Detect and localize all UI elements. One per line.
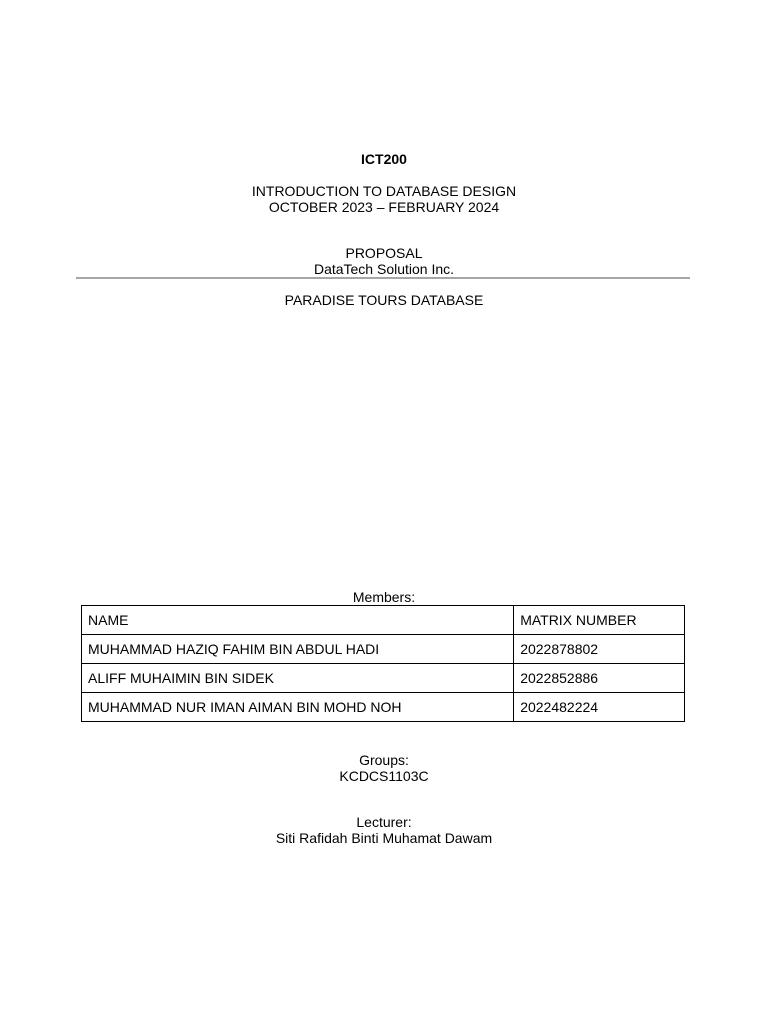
member-name: ALIFF MUHAIMIN BIN SIDEK: [82, 664, 514, 693]
member-name: MUHAMMAD HAZIQ FAHIM BIN ABDUL HADI: [82, 635, 514, 664]
company-name: DataTech Solution Inc.: [313, 261, 455, 277]
header-name: NAME: [82, 606, 514, 635]
table-row: [82, 635, 685, 664]
header-matrix-number: MATRIX NUMBER: [514, 606, 685, 635]
members-label: Members:: [352, 589, 416, 605]
table-header-row: [82, 606, 685, 635]
member-matrix-number: 2022878802: [514, 635, 685, 664]
table-row: [82, 664, 685, 693]
lecturer-name: Siti Rafidah Binti Muhamat Dawam: [275, 830, 493, 846]
lecturer-label: Lecturer:: [356, 814, 412, 830]
course-name: INTRODUCTION TO DATABASE DESIGN: [251, 183, 517, 199]
groups-label: Groups:: [359, 752, 409, 768]
group-code: KCDCS1103C: [339, 768, 429, 784]
member-name: MUHAMMAD NUR IMAN AIMAN BIN MOHD NOH: [82, 693, 514, 722]
members-table: [81, 605, 685, 722]
member-matrix-number: 2022482224: [514, 693, 685, 722]
document-type: PROPOSAL: [345, 245, 423, 261]
member-matrix-number: 2022852886: [514, 664, 685, 693]
horizontal-divider: [76, 277, 690, 279]
project-title: PARADISE TOURS DATABASE: [284, 292, 484, 308]
course-code: ICT200: [361, 151, 407, 167]
semester: OCTOBER 2023 – FEBRUARY 2024: [268, 199, 500, 215]
table-row: [82, 693, 685, 722]
